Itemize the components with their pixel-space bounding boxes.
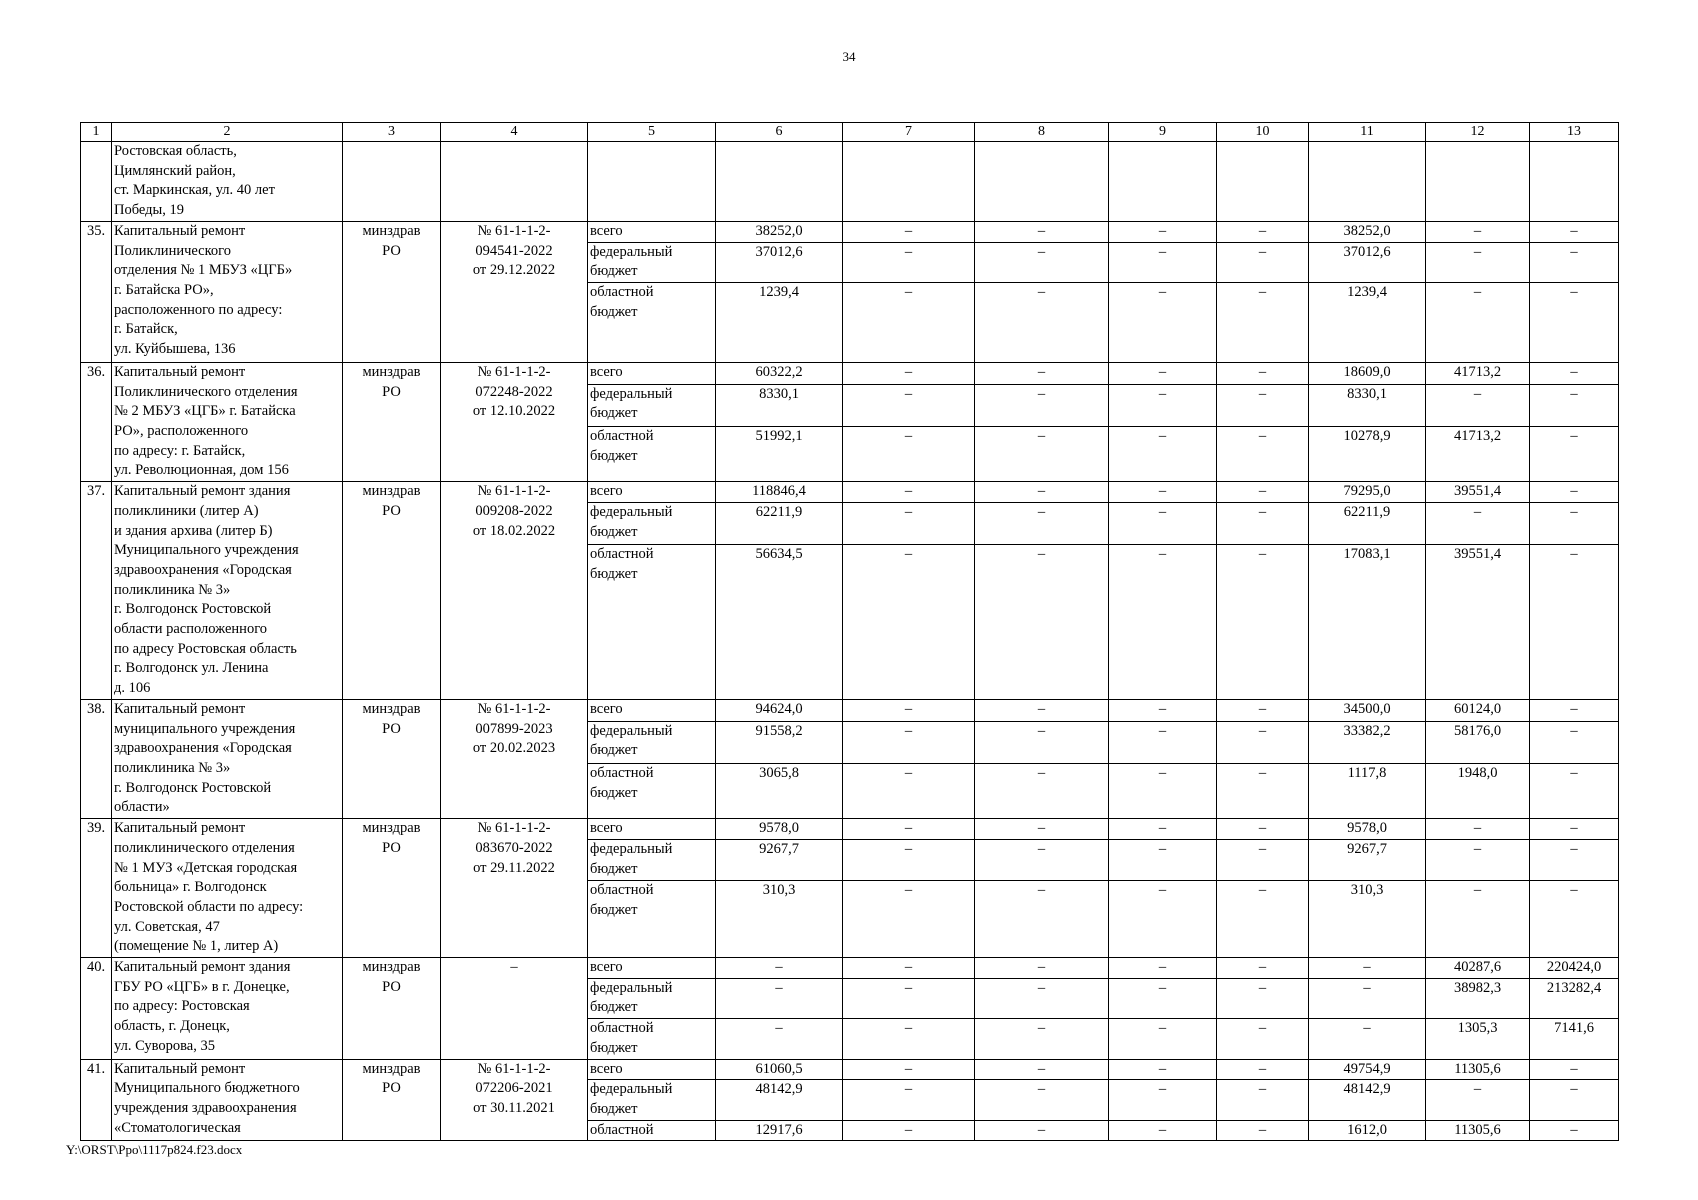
amount-value: 220424,0 <box>1530 958 1619 979</box>
empty-value: – <box>975 819 1109 840</box>
funding-source: областной бюджет <box>588 427 716 482</box>
amount-value: 40287,6 <box>1426 958 1530 979</box>
table-cell <box>1217 142 1309 222</box>
amount-value: 9578,0 <box>1309 819 1426 840</box>
row-number: 36. <box>81 362 112 481</box>
empty-value: – <box>843 282 975 362</box>
empty-value: – <box>975 881 1109 958</box>
empty-value: – <box>1109 362 1217 384</box>
empty-value: – <box>1217 545 1309 700</box>
empty-value: – <box>1530 482 1619 503</box>
amount-value: 1612,0 <box>1309 1120 1426 1141</box>
table-row <box>81 362 1619 384</box>
funding-source: всего <box>588 819 716 840</box>
column-header: 7 <box>843 123 975 142</box>
table-body <box>81 123 1619 1141</box>
empty-value: – <box>1217 221 1309 242</box>
amount-value: 41713,2 <box>1426 427 1530 482</box>
empty-value: – <box>1109 384 1217 427</box>
empty-value: – <box>975 482 1109 503</box>
empty-value: – <box>1426 819 1530 840</box>
responsible-body: минздрав РО <box>343 362 441 481</box>
table-cell <box>343 142 441 222</box>
empty-value: – <box>1109 958 1217 979</box>
amount-value: 9267,7 <box>716 840 843 881</box>
expertise-conclusion: № 61-1-1-2- 009208-2022 от 18.02.2022 <box>441 482 588 700</box>
amount-value: 8330,1 <box>716 384 843 427</box>
empty-value: – <box>1530 282 1619 362</box>
column-header: 12 <box>1426 123 1530 142</box>
empty-value: – <box>975 958 1109 979</box>
responsible-body: минздрав РО <box>343 958 441 1060</box>
empty-value: – <box>975 221 1109 242</box>
funding-source: всего <box>588 1059 716 1080</box>
funding-source: областной бюджет <box>588 545 716 700</box>
empty-value: – <box>1217 819 1309 840</box>
amount-value: 49754,9 <box>1309 1059 1426 1080</box>
amount-value: 38252,0 <box>1309 221 1426 242</box>
amount-value: 61060,5 <box>716 1059 843 1080</box>
expertise-conclusion: № 61-1-1-2- 072206-2021 от 30.11.2021 <box>441 1059 588 1141</box>
table-cell <box>1109 142 1217 222</box>
empty-value: – <box>975 282 1109 362</box>
empty-value: – <box>1530 221 1619 242</box>
funding-source: всего <box>588 362 716 384</box>
empty-value: – <box>843 1019 975 1059</box>
empty-value: – <box>975 384 1109 427</box>
empty-value: – <box>1109 764 1217 819</box>
column-header: 2 <box>112 123 343 142</box>
empty-value: – <box>843 1059 975 1080</box>
column-header: 1 <box>81 123 112 142</box>
amount-value: 62211,9 <box>1309 503 1426 545</box>
empty-value: – <box>975 1120 1109 1141</box>
amount-value: 17083,1 <box>1309 545 1426 700</box>
amount-value: 9267,7 <box>1309 840 1426 881</box>
empty-value: – <box>1530 764 1619 819</box>
empty-value: – <box>1426 1080 1530 1120</box>
empty-value: – <box>1109 881 1217 958</box>
amount-value: 1239,4 <box>1309 282 1426 362</box>
object-name: Капитальный ремонт здания ГБУ РО «ЦГБ» в г. Донецке, по адресу: Ростовская область, г. Донецк, ул. Суворова, 35 <box>112 958 343 1060</box>
footer-file-path: Y:\ORST\Ppo\1117p824.f23.docx <box>66 1142 243 1157</box>
empty-value: – <box>843 384 975 427</box>
responsible-body: минздрав РО <box>343 1059 441 1141</box>
header-row <box>81 123 1619 142</box>
empty-value: – <box>1426 384 1530 427</box>
empty-value: – <box>1530 1059 1619 1080</box>
empty-value: – <box>1426 221 1530 242</box>
empty-value: – <box>1217 699 1309 721</box>
empty-value: – <box>975 840 1109 881</box>
responsible-body: минздрав РО <box>343 482 441 700</box>
amount-value: 9578,0 <box>716 819 843 840</box>
object-name: Капитальный ремонт Поликлинического отделения № 2 МБУЗ «ЦГБ» г. Батайска РО», расположенного по адресу: г. Батайск, ул. Революционная, дом 156 <box>112 362 343 481</box>
empty-value: – <box>975 362 1109 384</box>
empty-value: – <box>1530 362 1619 384</box>
object-name: Капитальный ремонт здания поликлиники (литер А) и здания архива (литер Б) Муниципального учреждения здравоохранения «Городская поликлиника № 3» г. Волгодонск Ростовской области расположенного по адресу Ростовская область г. Волгодонск ул. Ленина д. 106 <box>112 482 343 700</box>
table-cell <box>1309 142 1426 222</box>
budget-table <box>80 122 1619 1141</box>
amount-value: 12917,6 <box>716 1120 843 1141</box>
empty-value: – <box>843 1080 975 1120</box>
empty-value: – <box>975 1080 1109 1120</box>
empty-value: – <box>975 1019 1109 1059</box>
table-cell <box>975 142 1109 222</box>
empty-value: – <box>843 221 975 242</box>
empty-value: – <box>843 427 975 482</box>
empty-value: – <box>843 840 975 881</box>
empty-value: – <box>843 699 975 721</box>
column-header: 4 <box>441 123 588 142</box>
amount-value: 3065,8 <box>716 764 843 819</box>
row-number: 35. <box>81 221 112 362</box>
empty-value: – <box>1426 282 1530 362</box>
column-header: 3 <box>343 123 441 142</box>
table-row <box>81 819 1619 840</box>
amount-value: 118846,4 <box>716 482 843 503</box>
empty-value: – <box>1217 840 1309 881</box>
column-header: 11 <box>1309 123 1426 142</box>
amount-value: 41713,2 <box>1426 362 1530 384</box>
empty-value: – <box>1217 958 1309 979</box>
page-number: 34 <box>842 49 856 64</box>
empty-value: – <box>843 362 975 384</box>
amount-value: 51992,1 <box>716 427 843 482</box>
empty-value: – <box>1530 1120 1619 1141</box>
responsible-body: минздрав РО <box>343 221 441 362</box>
amount-value: 310,3 <box>1309 881 1426 958</box>
table-row <box>81 958 1619 979</box>
column-header: 5 <box>588 123 716 142</box>
empty-value: – <box>1109 482 1217 503</box>
table-row <box>81 482 1619 503</box>
empty-value: – <box>1530 699 1619 721</box>
object-name: Капитальный ремонт Поликлинического отделения № 1 МБУЗ «ЦГБ» г. Батайска РО», расположенного по адресу: г. Батайск, ул. Куйбышева, 136 <box>112 221 343 362</box>
table-cell <box>1530 142 1619 222</box>
empty-value: – <box>1530 819 1619 840</box>
empty-value: – <box>843 242 975 282</box>
expertise-conclusion: № 61-1-1-2- 083670-2022 от 29.11.2022 <box>441 819 588 958</box>
empty-value: – <box>975 978 1109 1018</box>
empty-value: – <box>1530 384 1619 427</box>
empty-value: – <box>843 819 975 840</box>
row-number: 41. <box>81 1059 112 1141</box>
table-cell <box>588 142 716 222</box>
amount-value: 48142,9 <box>1309 1080 1426 1120</box>
amount-value: 10278,9 <box>1309 427 1426 482</box>
empty-value: – <box>1217 1120 1309 1141</box>
funding-source: федеральный бюджет <box>588 721 716 764</box>
empty-value: – <box>843 503 975 545</box>
funding-source: федеральный бюджет <box>588 1080 716 1120</box>
empty-value: – <box>1217 482 1309 503</box>
funding-source: федеральный бюджет <box>588 503 716 545</box>
amount-value: 62211,9 <box>716 503 843 545</box>
object-name: Капитальный ремонт Муниципального бюджетного учреждения здравоохранения «Стоматологическая <box>112 1059 343 1141</box>
table-row <box>81 1059 1619 1080</box>
funding-source: областной бюджет <box>588 764 716 819</box>
amount-value: 94624,0 <box>716 699 843 721</box>
amount-value: 60322,2 <box>716 362 843 384</box>
empty-value: – <box>1217 242 1309 282</box>
table-row <box>81 699 1619 721</box>
object-name: Капитальный ремонт поликлинического отделения № 1 МУЗ «Детская городская больница» г. Волгодонск Ростовской области по адресу: ул. Советская, 47 (помещение № 1, литер А) <box>112 819 343 958</box>
amount-value: 33382,2 <box>1309 721 1426 764</box>
amount-value: 11305,6 <box>1426 1059 1530 1080</box>
amount-value: 91558,2 <box>716 721 843 764</box>
empty-value: – <box>1109 721 1217 764</box>
empty-value: – <box>1217 978 1309 1018</box>
amount-value: 310,3 <box>716 881 843 958</box>
empty-value: – <box>1530 1080 1619 1120</box>
empty-value: – <box>1109 1120 1217 1141</box>
empty-value: – <box>1309 958 1426 979</box>
responsible-body: минздрав РО <box>343 819 441 958</box>
empty-value: – <box>1109 242 1217 282</box>
object-name: Капитальный ремонт муниципального учреждения здравоохранения «Городская поликлиника № 3» г. Волгодонск Ростовской области» <box>112 699 343 818</box>
empty-value: – <box>1530 503 1619 545</box>
empty-value: – <box>843 958 975 979</box>
amount-value: 48142,9 <box>716 1080 843 1120</box>
amount-value: 1117,8 <box>1309 764 1426 819</box>
amount-value: 39551,4 <box>1426 482 1530 503</box>
column-header: 6 <box>716 123 843 142</box>
amount-value: 37012,6 <box>1309 242 1426 282</box>
empty-value: – <box>843 881 975 958</box>
column-header: 9 <box>1109 123 1217 142</box>
amount-value: 1948,0 <box>1426 764 1530 819</box>
column-header: 8 <box>975 123 1109 142</box>
empty-value: – <box>975 1059 1109 1080</box>
expertise-conclusion: № 61-1-1-2- 072248-2022 от 12.10.2022 <box>441 362 588 481</box>
empty-value: – <box>843 545 975 700</box>
amount-value: 213282,4 <box>1530 978 1619 1018</box>
empty-value: – <box>1217 1080 1309 1120</box>
funding-source: федеральный бюджет <box>588 978 716 1018</box>
empty-value: – <box>843 721 975 764</box>
empty-value: – <box>975 721 1109 764</box>
empty-value: – <box>975 427 1109 482</box>
empty-value: – <box>1530 721 1619 764</box>
empty-value: – <box>1426 881 1530 958</box>
amount-value: 37012,6 <box>716 242 843 282</box>
table-cell <box>81 142 112 222</box>
funding-source: всего <box>588 699 716 721</box>
empty-value: – <box>716 978 843 1018</box>
funding-source: всего <box>588 221 716 242</box>
funding-source: федеральный бюджет <box>588 242 716 282</box>
empty-value: – <box>1309 1019 1426 1059</box>
empty-value: – <box>1109 427 1217 482</box>
empty-value: – <box>1217 427 1309 482</box>
empty-value: – <box>1217 721 1309 764</box>
empty-value: – <box>1530 242 1619 282</box>
row-number: 37. <box>81 482 112 700</box>
amount-value: 39551,4 <box>1426 545 1530 700</box>
funding-source: областной бюджет <box>588 881 716 958</box>
empty-value: – <box>1217 384 1309 427</box>
column-header: 10 <box>1217 123 1309 142</box>
table-cell <box>441 142 588 222</box>
carry-over-row <box>81 142 1619 222</box>
empty-value: – <box>1109 282 1217 362</box>
empty-value: – <box>1109 545 1217 700</box>
empty-value: – <box>716 958 843 979</box>
empty-value: – <box>1217 282 1309 362</box>
empty-value: – <box>1109 1059 1217 1080</box>
amount-value: 34500,0 <box>1309 699 1426 721</box>
column-header: 13 <box>1530 123 1619 142</box>
amount-value: 8330,1 <box>1309 384 1426 427</box>
amount-value: 1305,3 <box>1426 1019 1530 1059</box>
empty-value: – <box>1217 503 1309 545</box>
funding-source: областной <box>588 1120 716 1141</box>
empty-value: – <box>1217 764 1309 819</box>
funding-source: всего <box>588 958 716 979</box>
empty-value: – <box>1109 1080 1217 1120</box>
empty-value: – <box>975 545 1109 700</box>
amount-value: 60124,0 <box>1426 699 1530 721</box>
empty-value: – <box>1217 1019 1309 1059</box>
expertise-conclusion: – <box>441 958 588 1060</box>
empty-value: – <box>1217 881 1309 958</box>
funding-source: областной бюджет <box>588 1019 716 1059</box>
empty-value: – <box>1109 1019 1217 1059</box>
empty-value: – <box>975 503 1109 545</box>
empty-value: – <box>716 1019 843 1059</box>
funding-source: областной бюджет <box>588 282 716 362</box>
empty-value: – <box>1217 1059 1309 1080</box>
empty-value: – <box>1109 221 1217 242</box>
empty-value: – <box>975 764 1109 819</box>
carry-over-address: Ростовская область, Цимлянский район, ст. Маркинская, ул. 40 лет Победы, 19 <box>112 142 343 222</box>
empty-value: – <box>1217 362 1309 384</box>
amount-value: 58176,0 <box>1426 721 1530 764</box>
table-cell <box>716 142 843 222</box>
empty-value: – <box>1530 881 1619 958</box>
empty-value: – <box>1426 503 1530 545</box>
empty-value: – <box>1109 503 1217 545</box>
empty-value: – <box>1530 840 1619 881</box>
funding-source: федеральный бюджет <box>588 840 716 881</box>
expertise-conclusion: № 61-1-1-2- 007899-2023 от 20.02.2023 <box>441 699 588 818</box>
empty-value: – <box>1426 242 1530 282</box>
empty-value: – <box>1109 819 1217 840</box>
amount-value: 38252,0 <box>716 221 843 242</box>
empty-value: – <box>975 699 1109 721</box>
empty-value: – <box>1530 545 1619 700</box>
empty-value: – <box>1109 840 1217 881</box>
amount-value: 11305,6 <box>1426 1120 1530 1141</box>
empty-value: – <box>1109 699 1217 721</box>
funding-source: всего <box>588 482 716 503</box>
row-number: 40. <box>81 958 112 1060</box>
amount-value: 79295,0 <box>1309 482 1426 503</box>
empty-value: – <box>1109 978 1217 1018</box>
responsible-body: минздрав РО <box>343 699 441 818</box>
amount-value: 7141,6 <box>1530 1019 1619 1059</box>
amount-value: 1239,4 <box>716 282 843 362</box>
row-number: 39. <box>81 819 112 958</box>
empty-value: – <box>1530 427 1619 482</box>
table-row <box>81 221 1619 242</box>
amount-value: 56634,5 <box>716 545 843 700</box>
empty-value: – <box>1426 840 1530 881</box>
empty-value: – <box>843 1120 975 1141</box>
empty-value: – <box>1309 978 1426 1018</box>
empty-value: – <box>843 764 975 819</box>
empty-value: – <box>843 978 975 1018</box>
amount-value: 38982,3 <box>1426 978 1530 1018</box>
expertise-conclusion: № 61-1-1-2- 094541-2022 от 29.12.2022 <box>441 221 588 362</box>
amount-value: 18609,0 <box>1309 362 1426 384</box>
table-cell <box>1426 142 1530 222</box>
funding-source: федеральный бюджет <box>588 384 716 427</box>
row-number: 38. <box>81 699 112 818</box>
empty-value: – <box>975 242 1109 282</box>
table-cell <box>843 142 975 222</box>
empty-value: – <box>843 482 975 503</box>
